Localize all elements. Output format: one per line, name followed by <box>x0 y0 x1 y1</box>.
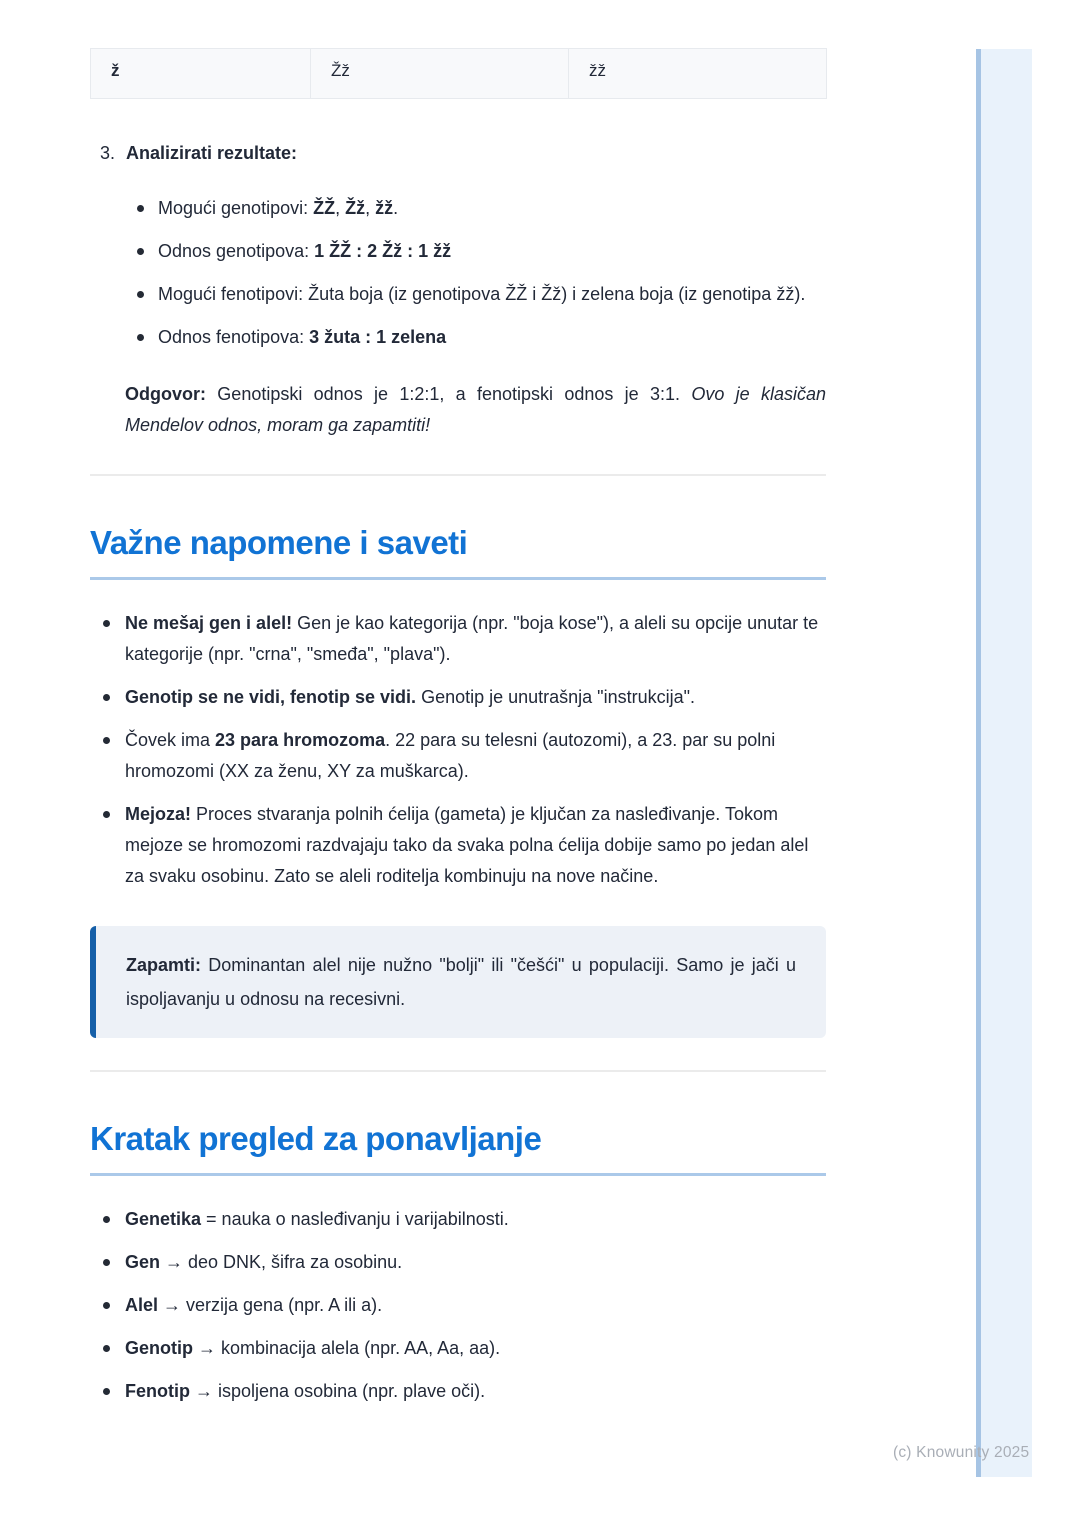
step-number: 3. <box>100 143 116 163</box>
divider <box>90 1070 826 1072</box>
review-bullet-list <box>90 1204 826 1407</box>
list-item: Odnos genotipova: 1 ŽŽ : 2 Žž : 1 žž <box>158 236 826 267</box>
list-item: Ne mešaj gen i alel! Gen je kao kategorija (npr. "boja kose"), a aleli su opcije unutar te kategorije (npr. "crna", "smeđa", "plava"). <box>125 608 826 670</box>
next-page-edge-strip[interactable] <box>976 49 1032 1477</box>
list-item: Genotip se ne vidi, fenotip se vidi. Genotip je unutrašnja "instrukcija". <box>125 682 826 713</box>
callout-note: Zapamti: Dominantan alel nije nužno "bolji" ili "češći" u populaciji. Samo je jači u ispoljavanju u odnosu na recesivni. <box>90 926 826 1038</box>
list-item: Čovek ima 23 para hromozoma. 22 para su telesni (autozomi), a 23. par su polni hromozomi (XX za ženu, XY za muškarca). <box>125 725 826 787</box>
punnett-table <box>90 48 827 99</box>
list-item: Alel → verzija gena (npr. A ili a). <box>125 1290 826 1321</box>
punnett-cell: žž <box>569 49 827 99</box>
list-item: Genetika = nauka o nasleđivanju i varijabilnosti. <box>125 1204 826 1235</box>
analysis-bullet-list <box>90 193 826 353</box>
list-item: Mejoza! Proces stvaranja polnih ćelija (gameta) je ključan za nasleđivanje. Tokom mejoze se hromozomi razdvajaju tako da svaka polna ćelija dobije samo po jedan alel za svaku osobinu. Zato se aleli roditelja kombinuju na nove načine. <box>125 799 826 892</box>
section-title-notes: Važne napomene i saveti <box>90 524 826 580</box>
list-item: Mogući fenotipovi: Žuta boja (iz genotipova ŽŽ i Žž) i zelena boja (iz genotipa žž). <box>158 279 826 310</box>
answer-paragraph: Odgovor: Genotipski odnos je 1:2:1, a fenotipski odnos je 3:1. Ovo je klasičan Mendelov odnos, moram ga zapamtiti! <box>125 384 826 435</box>
notes-bullet-list <box>90 608 826 892</box>
watermark: (c) Knowunity 2025 <box>893 1444 1030 1461</box>
numbered-step-heading <box>90 141 826 165</box>
list-item: Fenotip → ispoljena osobina (npr. plave oči). <box>125 1376 826 1407</box>
punnett-cell: ž <box>91 49 311 99</box>
list-item: Gen → deo DNK, šifra za osobinu. <box>125 1247 826 1278</box>
document-content <box>90 0 826 1419</box>
punnett-table-row <box>91 49 827 99</box>
section-title-review: Kratak pregled za ponavljanje <box>90 1120 826 1176</box>
list-item: Genotip → kombinacija alela (npr. AA, Aa, aa). <box>125 1333 826 1364</box>
list-item: Odnos fenotipova: 3 žuta : 1 zelena <box>158 322 826 353</box>
punnett-cell: Žž <box>311 49 569 99</box>
divider <box>90 474 826 476</box>
step-title: Analizirati rezultate: <box>126 143 298 163</box>
list-item: Mogući genotipovi: ŽŽ, Žž, žž. <box>158 193 826 224</box>
